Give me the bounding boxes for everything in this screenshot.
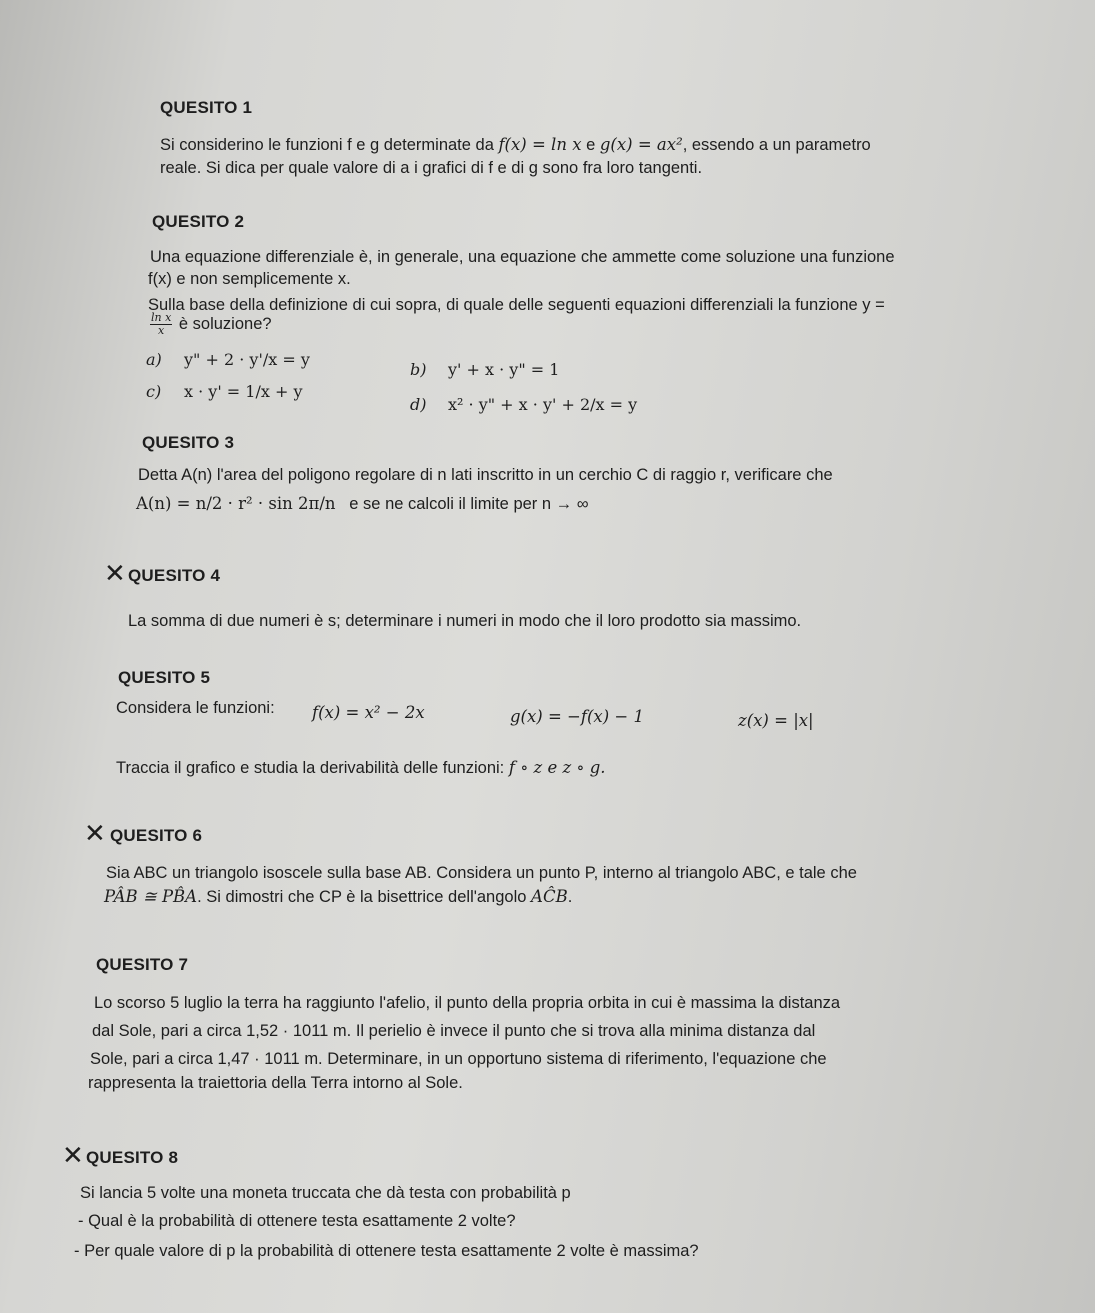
q1-line2: reale. Si dica per quale valore di a i grafici di f e di g sono fra loro tangenti. [160,159,703,177]
q1-line1: Si considerino le funzioni f e g determinate da f(x) = ln x e g(x) = ax², essendo a un parametro [160,135,871,154]
q7-title: QUESITO 7 [96,955,189,974]
option-b: b) y' + x · y" = 1 [410,360,560,379]
q8-cross-mark: ✕ [62,1140,84,1170]
option-a: a) y" + 2 · y'/x = y [146,350,310,369]
q3-line2: A(n) = n/2 · r² · sin 2π/n e se ne calcoli il limite per n → ∞ [136,494,589,513]
q2-title: QUESITO 2 [152,212,245,231]
q6-cross-mark: ✕ [84,818,106,848]
q5-line1: Considera le funzioni: [116,699,275,717]
q2-line1: Una equazione differenziale è, in generale, una equazione che ammette come soluzione una funzione [150,248,895,266]
q5-f: f(x) = x² − 2x [312,703,425,722]
q5-g: g(x) = −f(x) − 1 [510,707,644,726]
q8-title: QUESITO 8 [86,1148,179,1167]
area-formula: A(n) = n/2 · r² · sin 2π/n [136,494,336,513]
q3-title: QUESITO 3 [142,433,235,452]
q4-cross-mark: ✕ [104,558,126,588]
q2-line4: $\frac{\text{ln x}}{x}$ è soluzione? [151,311,272,337]
q6-line1: Sia ABC un triangolo isoscele sulla base AB. Considera un punto P, interno al triangolo ABC, e tale che [106,864,857,882]
q6-line2: PÂB ≅ PB̂A. Si dimostri che CP è la bisettrice dell'angolo AĈB. [104,887,573,906]
q5-title: QUESITO 5 [118,668,211,687]
q4-title: QUESITO 4 [128,566,221,585]
q7-line2: dal Sole, pari a circa 1,52 · 1011 m. Il perielio è invece il punto che si trova alla minima distanza dal [92,1022,816,1040]
q1-title: QUESITO 1 [160,98,253,117]
q7-line1: Lo scorso 5 luglio la terra ha raggiunto l'afelio, il punto della propria orbita in cui è massima la distanza [94,994,841,1012]
q2-line3: Sulla base della definizione di cui sopra, di quale delle seguenti equazioni differenziali la funzione y = [148,296,885,314]
q6-title: QUESITO 6 [110,826,203,845]
q8-line2: - Qual è la probabilità di ottenere testa esattamente 2 volte? [78,1212,516,1230]
q3-line1: Detta A(n) l'area del poligono regolare di n lati inscritto in un cerchio C di raggio r, verificare che [138,466,833,484]
q4-line1: La somma di due numeri è s; determinare i numeri in modo che il loro prodotto sia massimo. [128,612,802,630]
ln-x-over-x-fraction: $\frac{\text{ln x}}{x}$ [151,311,172,337]
option-c: c) x · y' = 1/x + y [146,382,303,401]
q8-line1: Si lancia 5 volte una moneta truccata che dà testa con probabilità p [80,1184,571,1202]
q7-line3: Sole, pari a circa 1,47 · 1011 m. Determinare, in un opportuno sistema di riferimento, l'equazione che [90,1050,827,1068]
q2-line2: f(x) e non semplicemente x. [148,270,351,288]
q5-line2: Traccia il grafico e studia la derivabilità delle funzioni: f ∘ z e z ∘ g. [116,758,606,777]
q7-line4: rappresenta la traiettoria della Terra intorno al Sole. [88,1074,463,1092]
option-d: d) x² · y" + x · y' + 2/x = y [410,395,638,414]
q8-line3: - Per quale valore di p la probabilità di ottenere testa esattamente 2 volte è massima? [74,1242,699,1260]
q5-z: z(x) = |x| [738,711,814,730]
